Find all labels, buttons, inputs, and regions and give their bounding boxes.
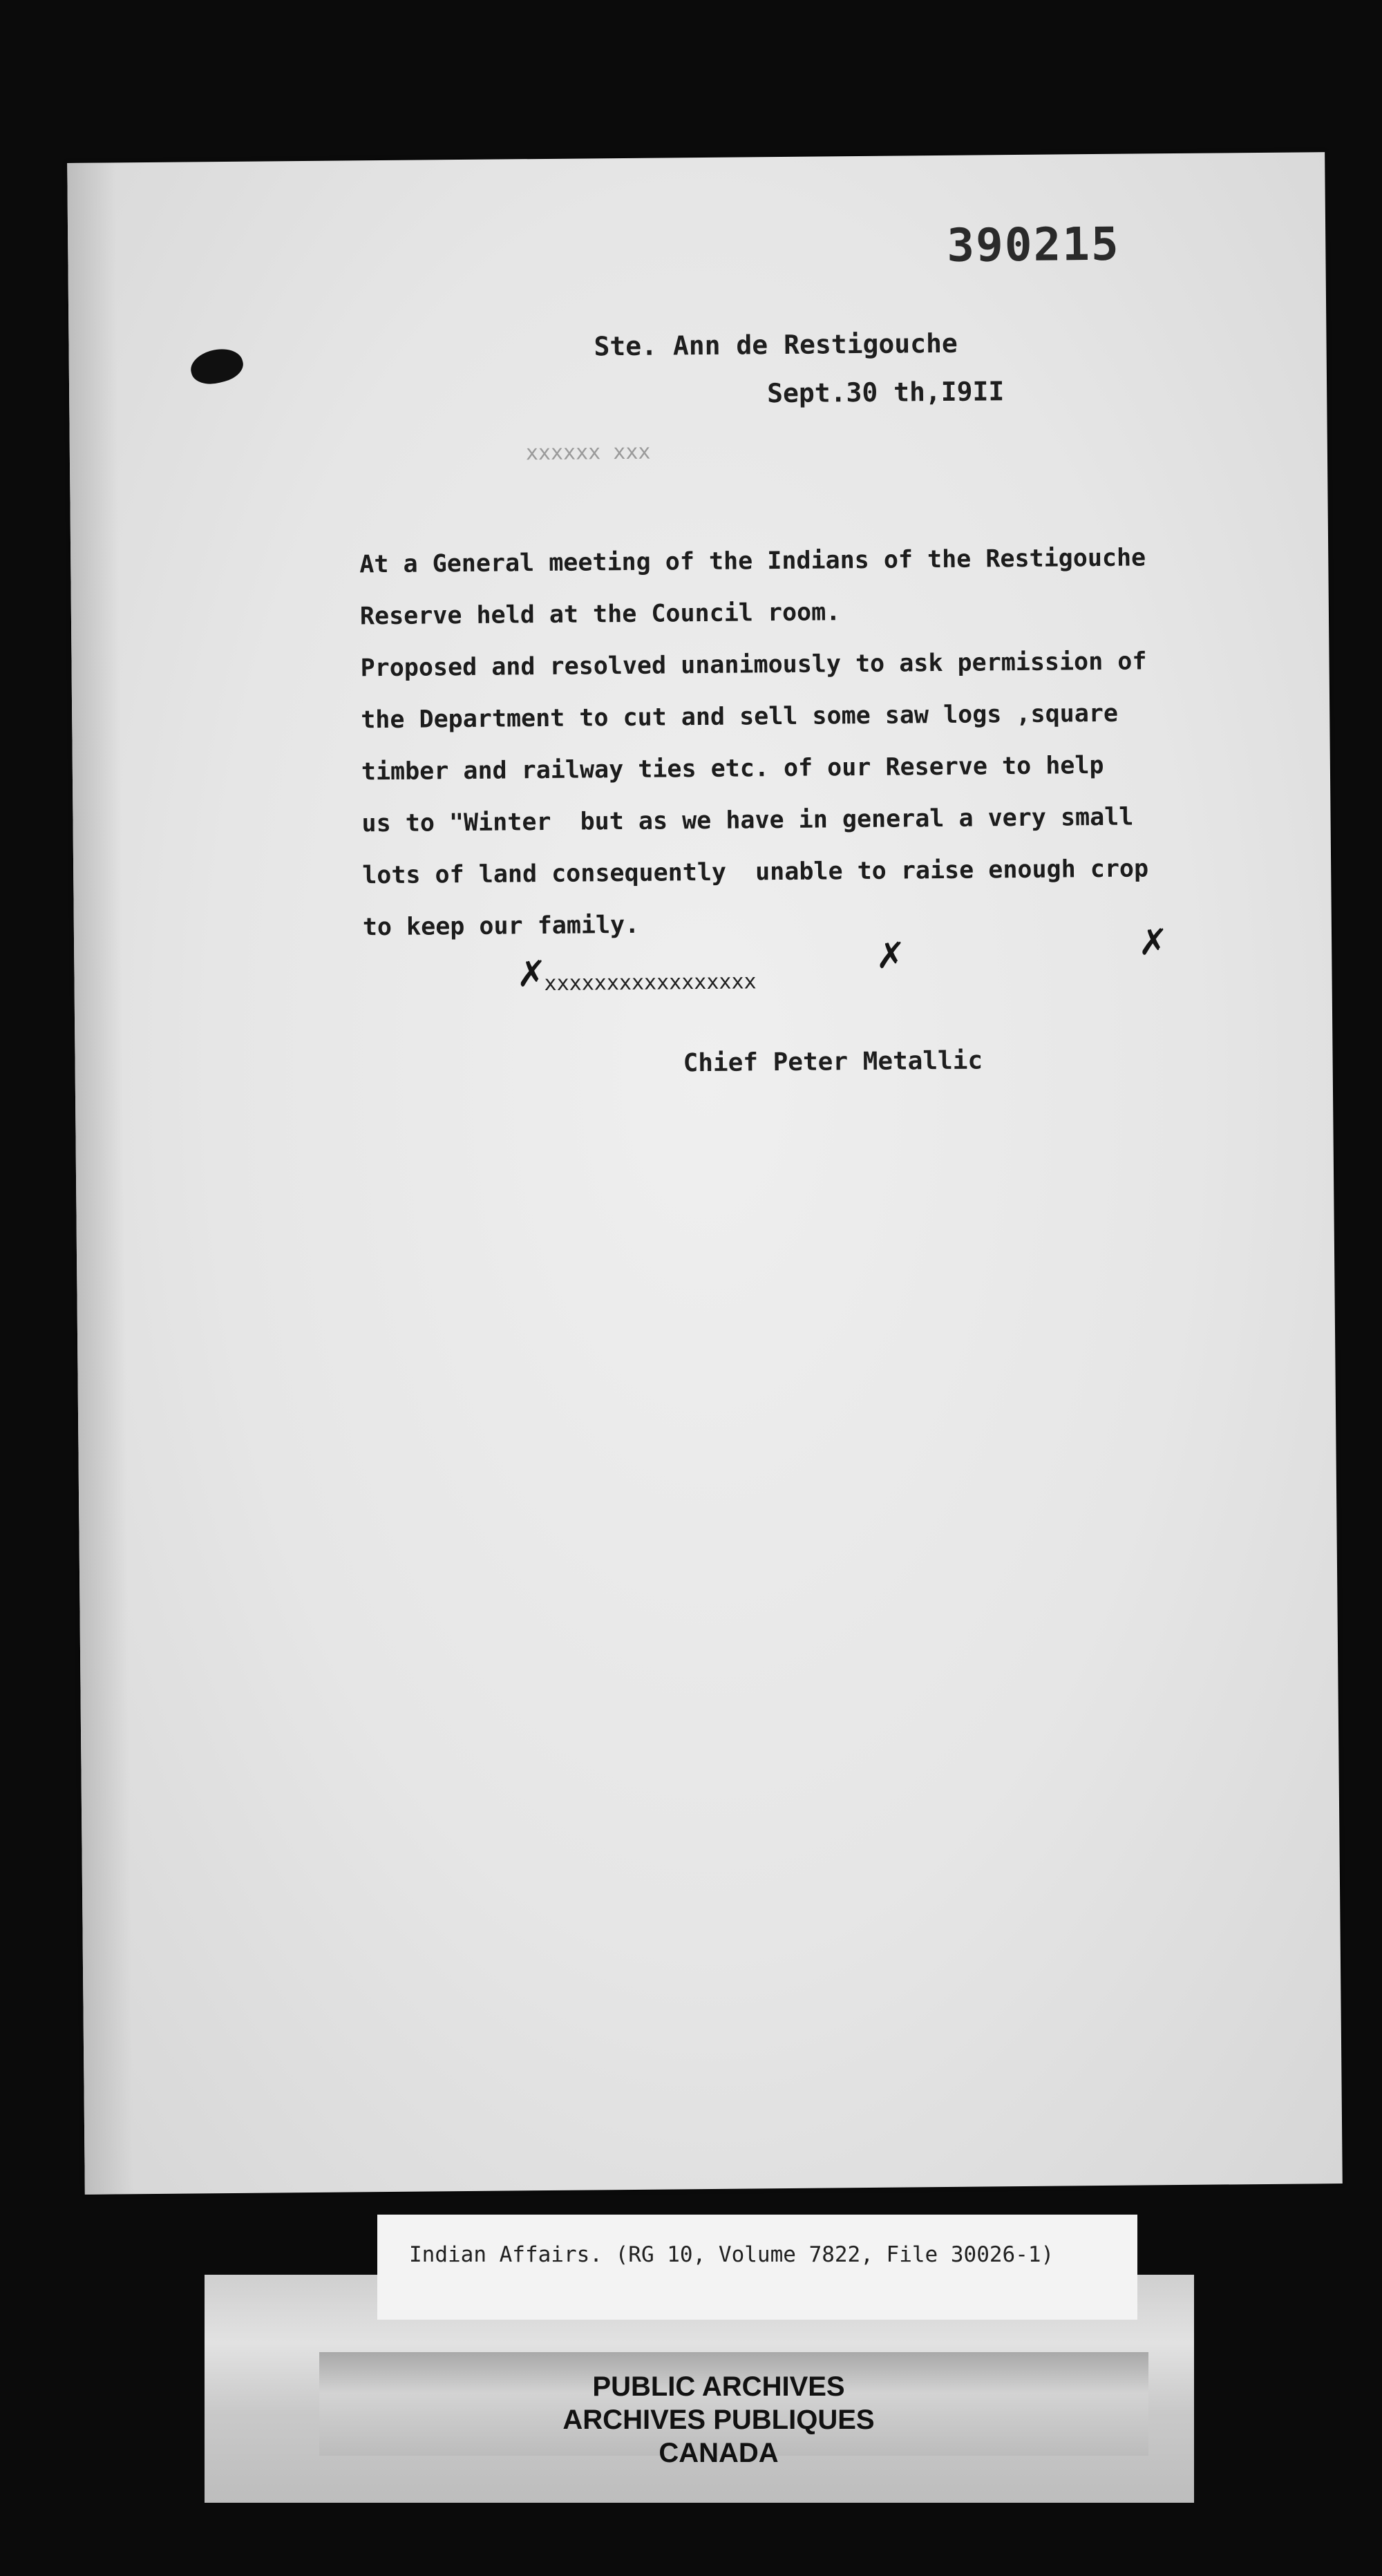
body-line: the Department to cut and sell some saw logs ,square [361, 699, 1119, 735]
cross-mark: ✗ [1137, 922, 1168, 964]
letter-page [67, 152, 1343, 2195]
resolution-body [359, 532, 1192, 954]
signature-name: Chief Peter Metallic [683, 1046, 983, 1078]
body-line: At a General meeting of the Indians of the Restigouche [359, 544, 1146, 579]
stamp-line: PUBLIC ARCHIVES [592, 2371, 845, 2402]
stamp-line: ARCHIVES PUBLIQUES [562, 2405, 875, 2435]
letter-date: Sept.30 th,I9II [766, 376, 1005, 409]
archive-reference: Indian Affairs. (RG 10, Volume 7822, File 30026-1) [409, 2242, 1054, 2267]
body-line: Reserve held at the Council room. [359, 598, 841, 631]
body-line: us to "Winter but as we have in general a very small [361, 803, 1134, 838]
body-line: lots of land consequently unable to raise enough crop [362, 855, 1149, 890]
archive-label [377, 2215, 1137, 2320]
body-line: timber and railway ties etc. of our Reserve to help [361, 751, 1104, 786]
page-edge-shadow [67, 162, 133, 2194]
document-number: 390215 [946, 217, 1121, 272]
stamp-line: CANADA [659, 2438, 779, 2468]
body-line: Proposed and resolved unanimously to ask permission of [360, 647, 1147, 683]
letter-place: Ste. Ann de Restigouche [594, 328, 958, 362]
signature-mark-line: xxxxxxxxxxxxxxxxx [544, 969, 757, 996]
archive-stamp [539, 2370, 898, 2470]
body-line: to keep our family. [362, 911, 640, 942]
struck-out-text: xxxxxx xxx [525, 439, 651, 466]
cross-mark: ✗ [875, 935, 907, 977]
punch-hole [187, 343, 247, 388]
cross-mark: ✗ [516, 953, 547, 996]
